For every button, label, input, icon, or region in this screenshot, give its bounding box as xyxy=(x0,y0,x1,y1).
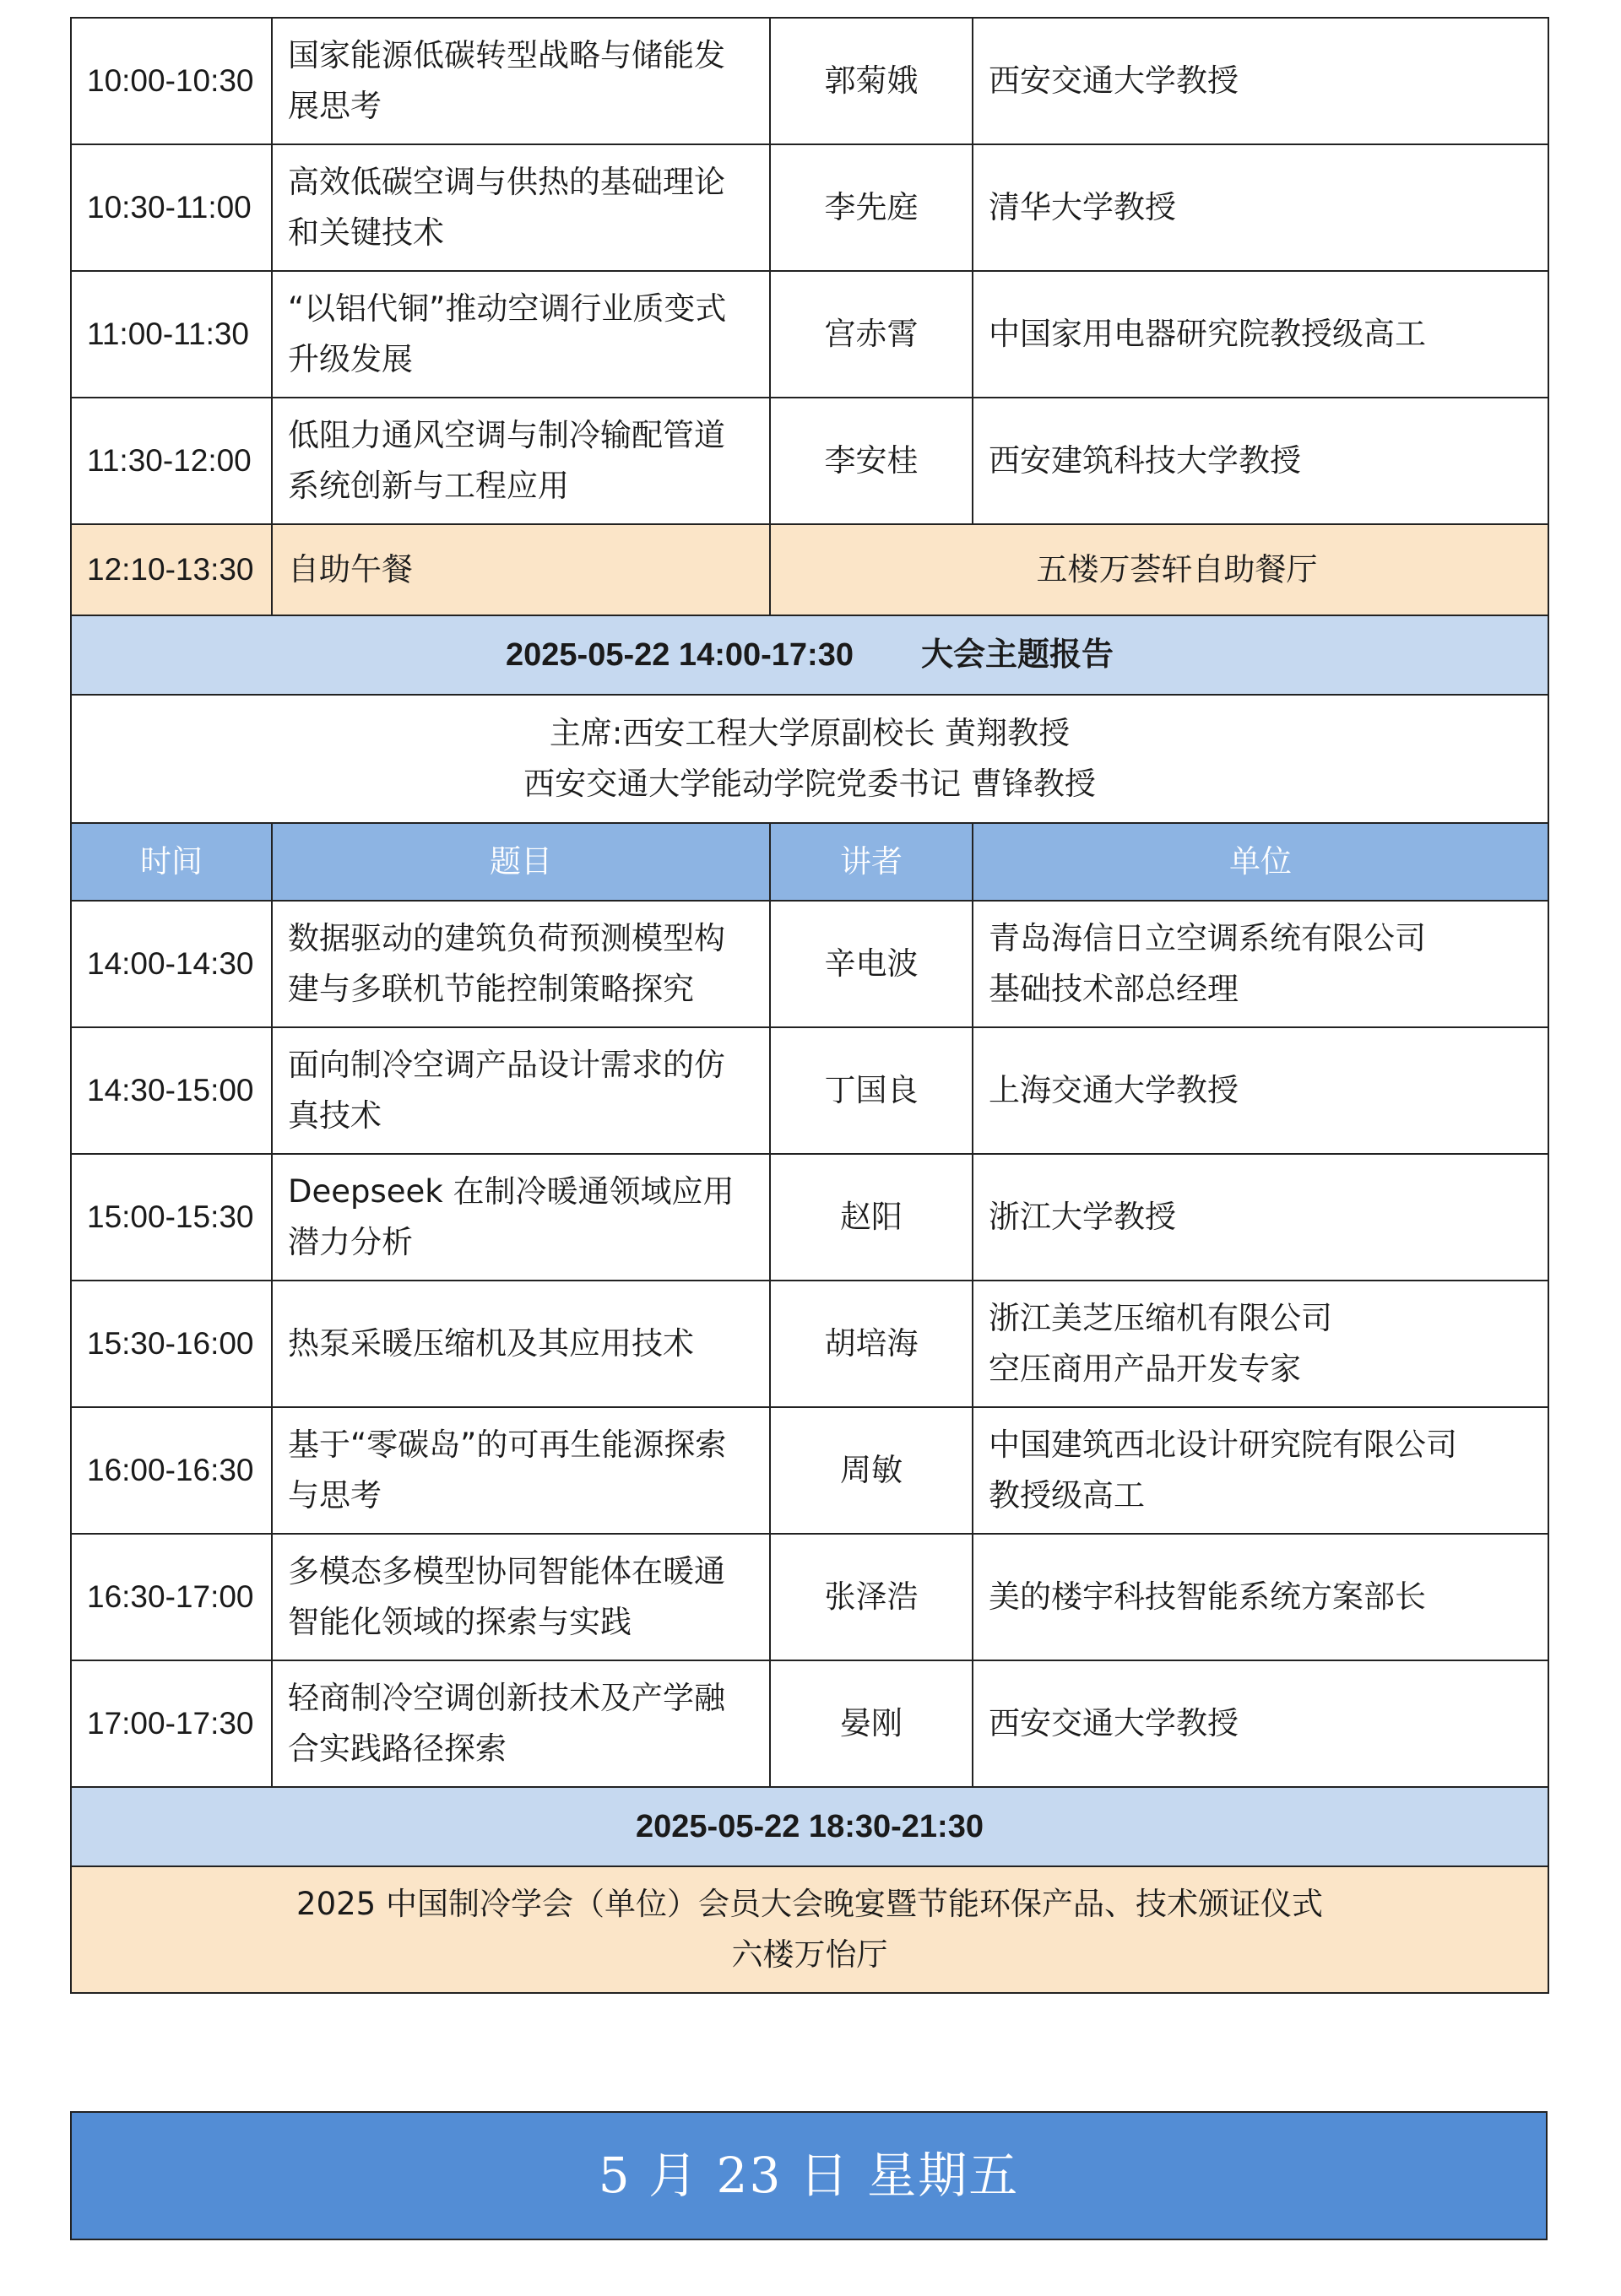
unit-line: 青岛海信日立空调系统有限公司 xyxy=(989,920,1426,956)
talk-speaker: 晏刚 xyxy=(770,1660,973,1787)
talk-speaker: 辛电波 xyxy=(770,901,973,1027)
talk-unit xyxy=(973,1660,1548,1787)
talk-time: 16:30-17:00 xyxy=(71,1534,272,1660)
talk-speaker: 丁国良 xyxy=(770,1027,973,1154)
header-unit: 单位 xyxy=(973,823,1548,901)
talk-time: 14:00-14:30 xyxy=(71,901,272,1027)
table-row xyxy=(71,398,1548,524)
table-row xyxy=(71,1281,1548,1407)
header-speaker: 讲者 xyxy=(770,823,973,901)
session-band xyxy=(71,615,1548,695)
talk-time: 11:30-12:00 xyxy=(71,398,272,524)
session-heading xyxy=(71,615,1548,695)
schedule-sheet xyxy=(70,17,1548,1994)
talk-speaker: 李先庭 xyxy=(770,144,973,271)
talk-unit xyxy=(973,901,1548,1027)
unit-line: 美的楼宇科技智能系统方案部长 xyxy=(989,1578,1426,1615)
session-datetime: 2025-05-22 14:00-17:30 xyxy=(506,637,854,673)
session-name: 大会主题报告 xyxy=(920,637,1114,673)
talk-time: 11:00-11:30 xyxy=(71,271,272,398)
talk-unit: 西安交通大学教授 xyxy=(973,18,1548,144)
table-row xyxy=(71,1407,1548,1534)
unit-line: 空压商用产品开发专家 xyxy=(989,1351,1301,1387)
unit-line: 上海交通大学教授 xyxy=(989,1072,1239,1108)
day-banner: 5 月 23 日 星期五 xyxy=(70,2111,1548,2240)
talk-time: 15:00-15:30 xyxy=(71,1154,272,1281)
lunch-time: 12:10-13:30 xyxy=(71,524,272,615)
talk-title: 多模态多模型协同智能体在暖通智能化领域的探索与实践 xyxy=(272,1534,770,1660)
chair-row xyxy=(71,695,1548,823)
table-row xyxy=(71,1027,1548,1154)
talk-time: 14:30-15:00 xyxy=(71,1027,272,1154)
talk-unit: 清华大学教授 xyxy=(973,144,1548,271)
talk-speaker: 赵阳 xyxy=(770,1154,973,1281)
table-row xyxy=(71,144,1548,271)
lunch-location: 五楼万荟轩自助餐厅 xyxy=(770,524,1548,615)
talk-time: 10:00-10:30 xyxy=(71,18,272,144)
talk-time: 10:30-11:00 xyxy=(71,144,272,271)
talk-speaker: 胡培海 xyxy=(770,1281,973,1407)
talk-unit: 中国家用电器研究院教授级高工 xyxy=(973,271,1548,398)
talk-unit xyxy=(973,1534,1548,1660)
talk-speaker: 宫赤霄 xyxy=(770,271,973,398)
talk-unit xyxy=(973,1281,1548,1407)
talk-title: 基于“零碳岛”的可再生能源探索与思考 xyxy=(272,1407,770,1534)
table-row xyxy=(71,1154,1548,1281)
unit-line: 教授级高工 xyxy=(989,1477,1145,1514)
talk-speaker: 张泽浩 xyxy=(770,1534,973,1660)
table-row xyxy=(71,18,1548,144)
talk-title: 国家能源低碳转型战略与储能发展思考 xyxy=(272,18,770,144)
header-title: 题目 xyxy=(272,823,770,901)
talk-unit xyxy=(973,1154,1548,1281)
table-row xyxy=(71,271,1548,398)
table-row xyxy=(71,1660,1548,1787)
banquet-location: 六楼万怡厅 xyxy=(731,1936,888,1973)
talk-title: 轻商制冷空调创新技术及产学融合实践路径探索 xyxy=(272,1660,770,1787)
table-row xyxy=(71,1534,1548,1660)
talk-title: 面向制冷空调产品设计需求的仿真技术 xyxy=(272,1027,770,1154)
unit-line: 中国建筑西北设计研究院有限公司 xyxy=(989,1427,1457,1463)
talk-speaker: 李安桂 xyxy=(770,398,973,524)
lunch-row xyxy=(71,524,1548,615)
chair-line: 主席:西安工程大学原副校长 黄翔教授 xyxy=(549,715,1071,751)
talk-unit: 西安建筑科技大学教授 xyxy=(973,398,1548,524)
chair-line: 西安交通大学能动学院党委书记 曹锋教授 xyxy=(523,766,1096,802)
unit-line: 西安交通大学教授 xyxy=(989,1705,1239,1741)
banquet-row xyxy=(71,1866,1548,1993)
talk-speaker: 周敏 xyxy=(770,1407,973,1534)
unit-line: 浙江大学教授 xyxy=(989,1199,1176,1235)
talk-unit xyxy=(973,1027,1548,1154)
lunch-title: 自助午餐 xyxy=(272,524,770,615)
banquet-cell xyxy=(71,1866,1548,1993)
evening-band xyxy=(71,1787,1548,1866)
header-time: 时间 xyxy=(71,823,272,901)
table-row xyxy=(71,901,1548,1027)
table-header xyxy=(71,823,1548,901)
unit-line: 基础技术部总经理 xyxy=(989,971,1239,1007)
talk-title: “以铝代铜”推动空调行业质变式升级发展 xyxy=(272,271,770,398)
talk-speaker: 郭菊娥 xyxy=(770,18,973,144)
banquet-event: 2025 中国制冷学会（单位）会员大会晚宴暨节能环保产品、技术颁证仪式 xyxy=(296,1886,1323,1922)
schedule-table xyxy=(70,17,1549,1994)
talk-title: 数据驱动的建筑负荷预测模型构建与多联机节能控制策略探究 xyxy=(272,901,770,1027)
talk-title: 热泵采暖压缩机及其应用技术 xyxy=(272,1281,770,1407)
talk-time: 16:00-16:30 xyxy=(71,1407,272,1534)
evening-datetime: 2025-05-22 18:30-21:30 xyxy=(71,1787,1548,1866)
talk-time: 15:30-16:00 xyxy=(71,1281,272,1407)
unit-line: 浙江美芝压缩机有限公司 xyxy=(989,1300,1332,1336)
chair-cell xyxy=(71,695,1548,823)
talk-title: 低阻力通风空调与制冷输配管道系统创新与工程应用 xyxy=(272,398,770,524)
talk-title: 高效低碳空调与供热的基础理论和关键技术 xyxy=(272,144,770,271)
talk-title: Deepseek 在制冷暖通领域应用潜力分析 xyxy=(272,1154,770,1281)
talk-time: 17:00-17:30 xyxy=(71,1660,272,1787)
talk-unit xyxy=(973,1407,1548,1534)
